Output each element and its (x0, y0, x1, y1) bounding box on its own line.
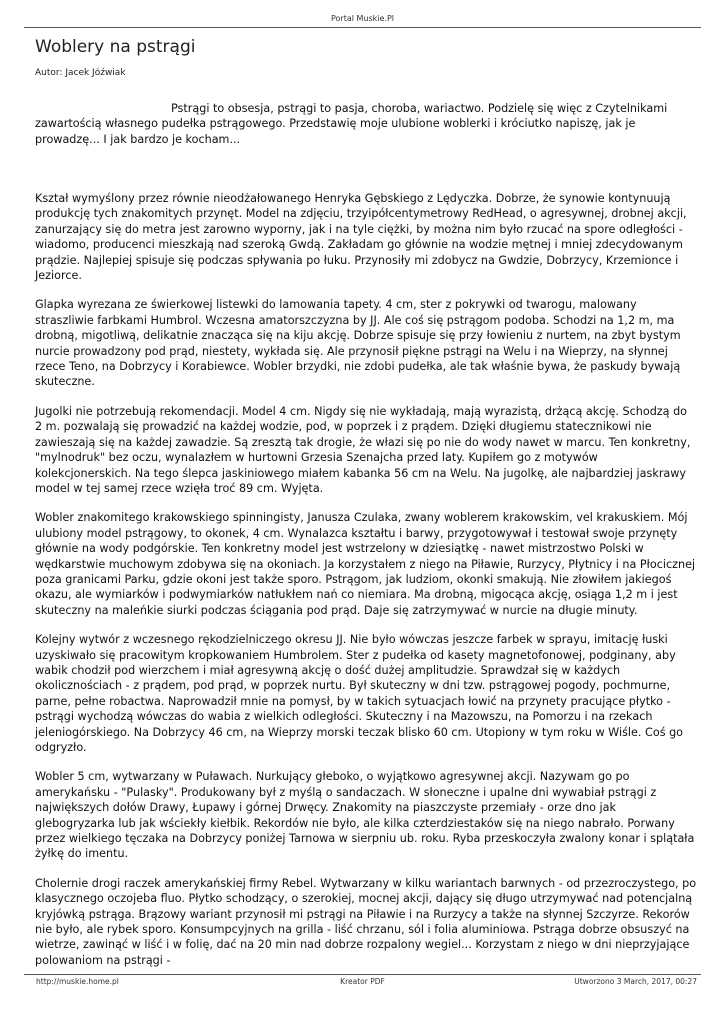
footer-divider (24, 974, 701, 975)
paragraph: Wobler znakomitego krakowskiego spinningisty, Janusza Czulaka, zwany woblerem krakowskim, vel krakuskiem. Mój ulubiony model pstrągowy, to okonek, 4 cm. Wynalazca kształtu i barwy, przygotowywał i testował swoje przynęty głównie na wody podgórskie. Ten konkretny model jest wstrzelony w dziesiątkę - nawet mistrzostwo Polski w wędkarstwie muchowym zdobywa się na okoniach. Ja korzystałem z niego na Piławie, Rurzycy, Płytnicy i na Płocicznej poza granicami Parku, gdzie okoni jest także sporo. Pstrągom, jak ludziom, okonki smakują. Nie złowiłem jakiegoś okazu, ale wymiarków i podwymiarków natłukłem nań co niemiara. Ma drobną, migocąca akcję, osiąga 1,2 m i jest skuteczny na maleńkie siurki podczas ściągania pod prąd. Daje się zatrzymywać w nurcie na długie minuty. (35, 511, 696, 617)
article-intro (35, 101, 695, 147)
paragraph: Cholernie drogi raczek amerykańskiej firmy Rebel. Wytwarzany w kilku wariantach barwnych - od przezroczystego, po klasycznego oczojeba fluo. Płytko schodzący, o szerokiej, mocnej akcji, dający się długo utrzymywać nad potencjalną kryjówką pstrąga. Brązowy wariant przynosił mi pstrągi na Piławie i na Rurzycy a także na słynnej Szczyrze. Rekorów nie było, ale rybek sporo. Konsumpcyjnych na grilla - liść chrzanu, sól i folia aluminiowa. Pstrąga dobrze obsuszyć na wietrze, zawinąć w liść i w folię, dać na 20 min nad dobrze rozpalony wegiel... Korzystam z niego w dni nieprzyjające polowaniom na pstrągi - (35, 876, 697, 967)
header-divider (24, 27, 701, 28)
footer-url[interactable]: http://muskie.home.pl (36, 977, 119, 986)
paragraph: Kształ wymyślony przez równie nieodżałowanego Henryka Gębskiego z Lędyczka. Dobrze, że synowie kontynuują produkcję tych znakomitych przynęt. Model na zdjęciu, trzyipółcentymetrowy RedHead, o agresywnej, drobnej akcji, zanurzający się do metra jest zarowno wyporny, jak i na tyle ciężki, by można nim było rzucać na spore odległości - wiadomo, producenci mieszkają nad szeroką Gwdą. Zakładam go głównie na wodzie mętnej i mniej zdecydowanym prądzie. Najlepiej spisuje się podczas spływania po łuku. Przynosiły mi zdobycz na Gwdzie, Dobrzycy, Krzemionce i Jeziorce. (35, 192, 687, 283)
footer-creator: Kreator PDF (340, 977, 385, 986)
paragraph: Jugolki nie potrzebują rekomendacji. Model 4 cm. Nigdy się nie wykładają, mają wyrazistą, drżącą akcję. Schodzą do 2 m. pozwalają się prowadzić na każdej wodzie, pod, w poprzek i z prądem. Dzięki długiemu statecznikowi nie zawieszają się na każdej zawadzie. Są zresztą tak drogie, że włazi się po nie do wody nawet w marcu. Ten konkretny, "mylnodruk" bez oczu, wynalazłem w hurtowni Grzesia Szenajcha przed laty. Kupiłem go z motywów kolekcjonerskich. Na tego ślepca jaskiniowego miałem kabanka 56 cm na Welu. Na jugolkę, ale najbardziej jaskrawy model w tej samej rzece wzięła troć 89 cm. Wyjęta. (35, 404, 691, 495)
article-author: Autor: Jacek Jóźwiak (35, 68, 126, 78)
site-header: Portal Muskie.Pl (330, 14, 395, 23)
paragraph: Glapka wyrezana ze świerkowej listewki do lamowania tapety. 4 cm, ster z pokrywki od twarogu, malowany straszliwie farbkami Humbrol. Wczesna amatorszczyzna by JJ. Ale coś się pstrągom podoba. Schodzi na 1,2 m, ma drobną, migotliwą, delikatnie znacząca się na kiju akcję. Dobrze spisuje się przy łowieniu z nurtem, na zbyt bystym nurcie prowadzony pod prąd, niestety, wykłada się. Ale przynosił piękne pstrągi na Welu i na Wieprzy, na słynnej rzece Teno, na Dobrzycy i Korabiewce. Wobler brzydki, nie zdobi pudełka, ale tak właśnie bywa, że paskudy bywają skuteczne. (35, 298, 681, 389)
article-body (35, 191, 697, 982)
paragraph: Kolejny wytwór z wczesnego rękodzielniczego okresu JJ. Nie było wówczas jeszcze farbek w sprayu, imitację łuski uzyskiwało się pracowitym kropkowaniem Humbrolem. Ster z pudełka od kasety magnetofonowej, podginany, aby wabik chodził pod wierzchem i miał agresywną akcję o dość dużej amplitudzie. Sprawdzał się w każdych okolicznościach - z prądem, pod prąd, w poprzek nurtu. Był skuteczny w dni tzw. pstrągowej pogody, pochmurne, parne, pełne robactwa. Naprowadził mnie na pomysł, by w takich sytuacjach łowić na przynety pracujące płytko - pstrągi wychodzą wówczas do wabia z wielkich odległości. Skuteczny i na Mazowszu, na Pomorzu i na rzekach jeleniogórskiego. Na Dobrzycy 46 cm, na Wieprzy morski teczak blisko 60 cm. Utopiony w tym roku w Wiśle. Coś go odgryzło. (35, 633, 684, 754)
intro-text: Pstrągi to obsesja, pstrągi to pasja, choroba, wariactwo. Podzielę się więc z Czytelnikami zawartością własnego pudełka pstrągowego. Przedstawię moje ulubione woblerki i króciutko napiszę, jak je prowadzę... I jak bardzo je kocham... (35, 102, 668, 146)
paragraph: Wobler 5 cm, wytwarzany w Puławach. Nurkujący głeboko, o wyjątkowo agresywnej akcji. Nazywam go po amerykańsku - "Pulasky". Produkowany był z myślą o sandaczach. W słoneczne i upalne dni wywabiał pstrągi z największych dołów Drawy, Łupawy i górnej Drwęcy. Znakomity na piaszczyste przemiały - orze dno jak glebogryzarka lub jak wściekły kiełbik. Rekordów nie było, ale kilka czterdziestaków się na niego nabrało. Porwany przez wielkiego tęczaka na Dobrzycy poniżej Tarnowa w sierpniu ub. roku. Ryba przeskoczyła zwalony konar i splątała żyłkę do imentu. (35, 770, 695, 861)
article-title: Woblery na pstrągi (35, 37, 196, 57)
footer-created: Utworzono 3 March, 2017, 00:27 (574, 977, 697, 986)
